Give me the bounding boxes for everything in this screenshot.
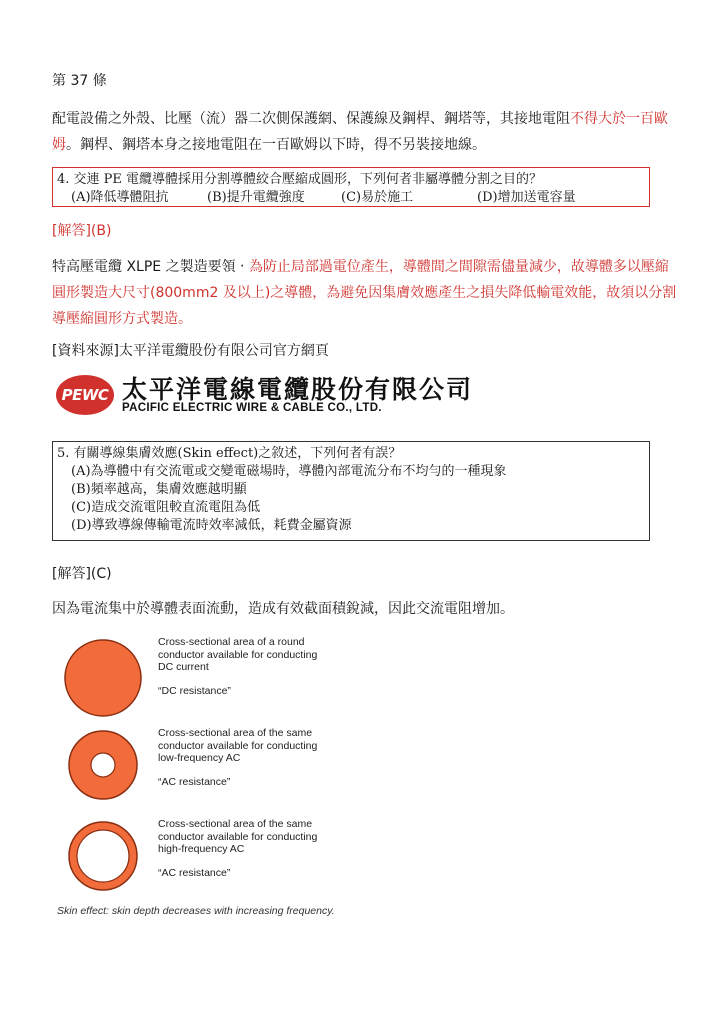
- diagram-high-frequency: [60, 818, 360, 898]
- question-4-options: [57, 189, 645, 207]
- lf-line-1: Cross-sectional area of the same: [158, 727, 313, 739]
- diagram-high-frequency-text: [158, 818, 317, 879]
- question-4-box: [52, 167, 650, 207]
- diagram-low-frequency-text: [158, 727, 317, 788]
- q4-answer: [解答](B): [52, 223, 112, 239]
- lf-line-2: conductor available for conducting: [158, 739, 318, 752]
- hf-line-2: conductor available for conducting: [158, 830, 318, 843]
- q4-explanation-plain: 特高壓電纜 XLPE 之製造要領 ‧: [52, 259, 249, 275]
- q4-explanation: [52, 254, 682, 332]
- hf-line-3: high-frequency AC: [158, 843, 245, 856]
- dc-line-3: DC current: [158, 661, 209, 674]
- question-5-text: 5. 有關導線集膚效應(Skin effect)之敘述，下列何者有誤？: [57, 446, 402, 461]
- low-frequency-conductor-icon: [60, 727, 150, 811]
- pewc-badge: PEWC: [56, 375, 114, 415]
- q4-source: [資料來源]太平洋電纜股份有限公司官方網頁: [52, 343, 329, 359]
- q5-option-c: (C)造成交流電阻較直流電阻為低: [71, 500, 261, 515]
- hf-quote: “AC resistance”: [158, 866, 231, 879]
- q5-answer: [解答](C): [52, 566, 112, 582]
- pewc-english-name: PACIFIC ELECTRIC WIRE & CABLE CO., LTD.: [122, 402, 382, 414]
- q4-option-b: (B)提升電纜強度: [207, 190, 305, 205]
- dc-quote: “DC resistance”: [158, 684, 231, 697]
- article-body-rest: 。鋼桿、鋼塔本身之接地電阻在一百歐姆以下時，得不另裝接地線。: [66, 137, 486, 153]
- q4-option-a: (A)降低導體阻抗: [71, 190, 169, 205]
- dc-line-1: Cross-sectional area of a round: [158, 636, 305, 648]
- lf-line-3: low-frequency AC: [158, 752, 241, 765]
- pewc-logo: [56, 372, 474, 422]
- article-title: 第 37 條: [52, 73, 107, 89]
- q4-option-d: (D)增加送電容量: [477, 190, 576, 205]
- question-5-box: [52, 441, 650, 541]
- q5-explanation: 因為電流集中於導體表面流動，造成有效截面積銳減，因此交流電阻增加。: [52, 601, 514, 617]
- q5-option-b: (B)頻率越高，集膚效應越明顯: [71, 482, 247, 497]
- diagram-dc: [60, 636, 360, 716]
- q5-option-d: (D)導致導線傳輸電流時效率減低，耗費金屬資源: [71, 518, 352, 533]
- q4-explanation-highlight: 為防止局部過電位產生，導體間之間隙需儘量減少，故導體多以壓縮圓形製造大尺寸(800mm2 及以上)之導體，為避免因集膚效應產生之損失降低輸電效能，故須以分割導壓縮圓形方式製造。: [52, 259, 677, 327]
- q5-option-a: (A)為導體中有交流電或交變電磁場時，導體內部電流分布不均勻的一種現象: [71, 464, 507, 479]
- article-body-highlight: 不得大於一百歐姆: [52, 111, 668, 153]
- pewc-chinese-name: 太平洋電線電纜股份有限公司: [122, 375, 474, 404]
- article-body-plain: 配電設備之外殼、比壓（流）器二次側保護網、保護線及鋼桿、鋼塔等，其接地電阻: [52, 111, 570, 127]
- question-4-text: 4. 交連 PE 電纜導體採用分割導體絞合壓縮成圓形，下列何者非屬導體分割之目的？: [57, 172, 543, 187]
- dc-line-2: conductor available for conducting: [158, 648, 318, 661]
- hf-line-1: Cross-sectional area of the same: [158, 818, 313, 830]
- lf-quote: “AC resistance”: [158, 775, 231, 788]
- diagram-dc-text: [158, 636, 317, 697]
- diagram-low-frequency: [60, 727, 360, 807]
- q4-option-c: (C)易於施工: [341, 190, 414, 205]
- diagram-caption: Skin effect: skin depth decreases with increasing frequency.: [57, 905, 335, 917]
- dc-conductor-icon: [60, 636, 150, 720]
- high-frequency-conductor-icon: [60, 818, 150, 902]
- article-body: [52, 106, 682, 158]
